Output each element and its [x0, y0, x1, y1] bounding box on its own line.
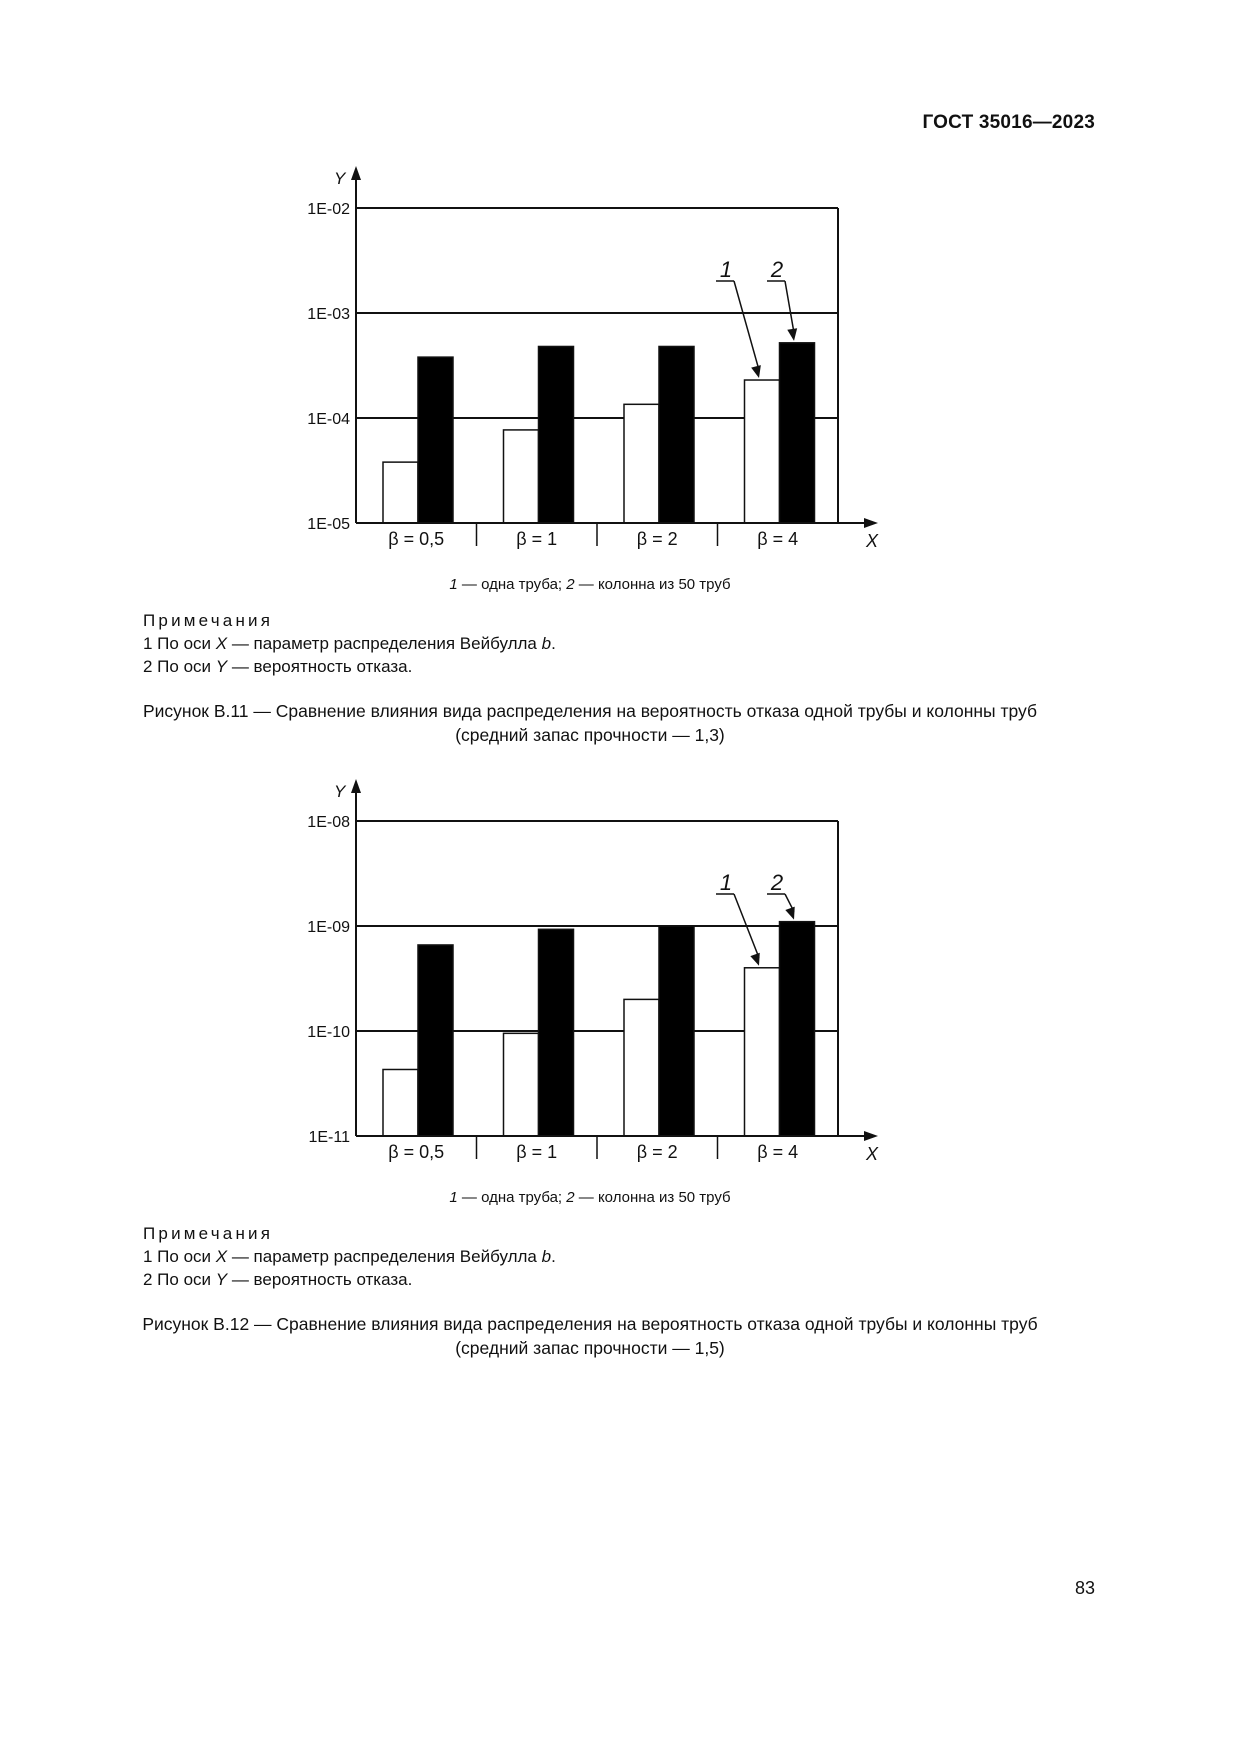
- x-axis-label: X: [866, 1144, 879, 1164]
- annotation-label-2: 2: [770, 870, 784, 895]
- legend-figure-b11: [0, 576, 1180, 593]
- annotation-label-2: 2: [770, 257, 784, 282]
- note-axis: X: [215, 1247, 228, 1266]
- x-tick-label: β = 1: [516, 1142, 558, 1162]
- y-tick-label: 1E-05: [307, 516, 350, 533]
- notes-title: Примечания: [143, 1224, 274, 1243]
- annotation-arrowhead: [785, 907, 794, 920]
- bar-series-1: [383, 1069, 418, 1136]
- x-tick-label: β = 2: [636, 1142, 678, 1162]
- bar-series-2: [418, 357, 453, 523]
- y-axis-label: Y: [334, 782, 346, 801]
- x-tick-label: β = 0,5: [388, 529, 445, 549]
- bar-series-2: [539, 929, 574, 1136]
- caption-line-2: (средний запас прочности — 1,5): [455, 1338, 725, 1358]
- note-prefix: 1 По оси: [143, 1247, 216, 1266]
- annotation-label-1: 1: [719, 257, 733, 282]
- bar-series-1: [383, 462, 418, 523]
- annotation-arrowhead: [750, 953, 759, 966]
- caption-line-1: Рисунок В.12 — Сравнение влияния вида распределения на вероятность отказа одной трубы и колонны труб: [142, 1314, 1038, 1334]
- note-item: [143, 655, 556, 678]
- legend-num-1: 1: [449, 1189, 458, 1206]
- bar-series-1: [504, 1033, 539, 1136]
- note-text: — вероятность отказа.: [227, 657, 413, 676]
- caption-line-1: Рисунок В.11 — Сравнение влияния вида распределения на вероятность отказа одной трубы и колонны труб: [142, 701, 1038, 721]
- legend-label-2: — колонна из 50 труб: [574, 576, 731, 593]
- note-prefix: 2 По оси: [143, 657, 216, 676]
- annotation-leader: [785, 281, 794, 333]
- notes-figure-b11: [143, 609, 556, 678]
- note-suffix: .: [551, 634, 556, 653]
- page-number: 83: [1074, 1578, 1095, 1598]
- note-emph: b: [541, 634, 552, 653]
- chart-figure-b12: [0, 773, 1241, 1173]
- annotation-arrowhead: [751, 365, 761, 378]
- legend-label-1: — одна труба;: [457, 576, 567, 593]
- note-axis: Y: [215, 1270, 228, 1289]
- note-prefix: 1 По оси: [143, 634, 216, 653]
- note-text: — параметр распределения Вейбулла: [227, 1247, 542, 1266]
- x-axis-arrow: [864, 1131, 878, 1141]
- x-tick-label: β = 4: [757, 1142, 799, 1162]
- note-prefix: 2 По оси: [143, 1270, 216, 1289]
- x-tick-label: β = 0,5: [388, 1142, 445, 1162]
- y-axis-arrow: [351, 779, 361, 793]
- annotation-arrowhead: [787, 328, 797, 341]
- x-tick-label: β = 4: [757, 529, 799, 549]
- legend-figure-b12: [0, 1189, 1180, 1206]
- bar-series-1: [745, 380, 780, 523]
- bar-series-2: [780, 922, 815, 1136]
- annotation-label-1: 1: [719, 870, 733, 895]
- caption-figure-b12: [90, 1312, 1090, 1360]
- y-tick-label: 1E-04: [307, 411, 350, 428]
- y-tick-label: 1E-11: [308, 1129, 350, 1146]
- x-tick-label: β = 1: [516, 529, 558, 549]
- note-item: [143, 1268, 556, 1291]
- bar-series-1: [504, 430, 539, 523]
- annotation-leader: [734, 281, 759, 370]
- note-axis: Y: [215, 657, 228, 676]
- legend-label-2: — колонна из 50 труб: [574, 1189, 731, 1206]
- y-tick-label: 1E-08: [307, 814, 350, 831]
- bar-series-1: [624, 999, 659, 1136]
- note-item: [143, 1245, 556, 1268]
- document-id: ГОСТ 35016—2023: [922, 112, 1095, 133]
- x-axis-arrow: [864, 518, 878, 528]
- bar-series-2: [659, 346, 694, 523]
- x-tick-label: β = 2: [636, 529, 678, 549]
- chart-figure-b11: [0, 160, 1241, 560]
- caption-figure-b11: [90, 699, 1090, 747]
- x-axis-label: X: [866, 531, 879, 551]
- note-text: — параметр распределения Вейбулла: [227, 634, 542, 653]
- note-item: [143, 632, 556, 655]
- legend-label-1: — одна труба;: [457, 1189, 567, 1206]
- legend-num-2: 2: [566, 576, 575, 593]
- bar-series-1: [624, 404, 659, 523]
- note-axis: X: [215, 634, 228, 653]
- bar-series-2: [418, 945, 453, 1136]
- bar-series-1: [745, 968, 780, 1136]
- y-tick-label: 1E-09: [307, 919, 350, 936]
- bar-series-2: [539, 346, 574, 523]
- caption-line-2: (средний запас прочности — 1,3): [455, 725, 725, 745]
- legend-num-1: 1: [449, 576, 458, 593]
- notes-title: Примечания: [143, 611, 274, 630]
- y-tick-label: 1E-10: [307, 1024, 350, 1041]
- bar-series-2: [659, 926, 694, 1136]
- y-axis-label: Y: [334, 169, 346, 188]
- note-emph: b: [541, 1247, 552, 1266]
- notes-figure-b12: [143, 1222, 556, 1291]
- note-text: — вероятность отказа.: [227, 1270, 413, 1289]
- y-axis-arrow: [351, 166, 361, 180]
- legend-num-2: 2: [566, 1189, 575, 1206]
- bar-series-2: [780, 343, 815, 523]
- note-suffix: .: [551, 1247, 556, 1266]
- y-tick-label: 1E-03: [307, 306, 350, 323]
- y-tick-label: 1E-02: [307, 201, 350, 218]
